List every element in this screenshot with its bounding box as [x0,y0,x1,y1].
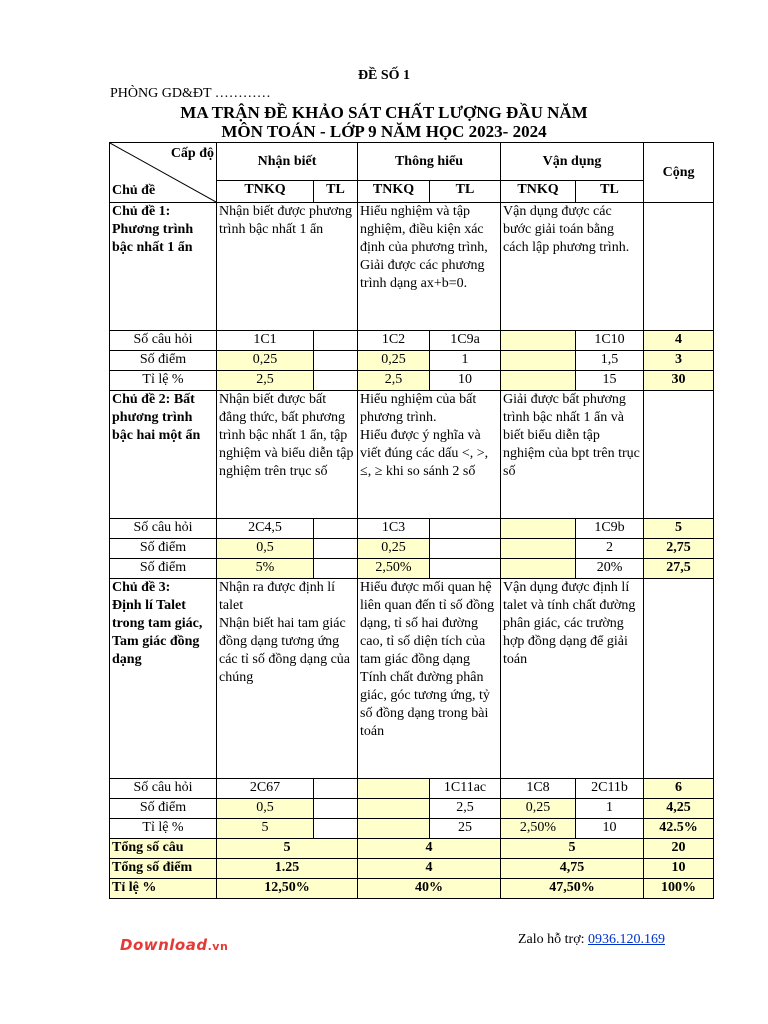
cell [430,519,501,539]
cell: 2,5 [358,371,430,391]
level-axis-label: Cấp độ [170,146,214,161]
topic-total [644,391,714,519]
sub-header: TNKQ [501,181,576,203]
exam-number: ĐỀ SỐ 1 [357,68,411,83]
cell [501,351,576,371]
cell: 1C10 [576,331,644,351]
topic-total [644,203,714,331]
cell [314,331,358,351]
row-total: 2,75 [644,539,714,559]
topic-van-dung: Giải được bất phương trình bậc nhất 1 ẩn và biết biểu diễn tập nghiệm của bpt trên trục số [501,391,644,519]
cell: 1C3 [358,519,430,539]
totals-cell: 40% [358,879,501,899]
cell [314,519,358,539]
cell [501,331,576,351]
totals-cell: 1.25 [217,859,358,879]
cell: 5 [217,819,314,839]
table-row [110,331,714,351]
totals-cell: 4,75 [501,859,644,879]
row-total: 5 [644,519,714,539]
table-row [110,371,714,391]
totals-cell: 5 [501,839,644,859]
totals-label: Tỉ lệ % [110,879,217,899]
cell: 2,5 [430,799,501,819]
sub-header: TL [430,181,501,203]
cell [314,779,358,799]
totals-cell: 12,50% [217,879,358,899]
cell: 0,25 [501,799,576,819]
row-label: Số điểm [110,559,217,579]
row-total: 6 [644,779,714,799]
topic-row [110,391,714,519]
cell: 2C67 [217,779,314,799]
zalo-phone-link[interactable]: 0936.120.169 [588,932,665,947]
cell: 0,25 [217,351,314,371]
logo-suffix: .vn [207,940,229,953]
table-row [110,779,714,799]
topic-thong-hieu: Hiểu được mối quan hệ liên quan đến tỉ số đồng dạng, tỉ số hai đường cao, tỉ số diện tích của tam giác đồng dạng Tính chất đường phân giác, góc tương ứng, tỷ số đồng dạng trong bài toán [358,579,501,779]
cell: 1,5 [576,351,644,371]
grand-total: 10 [644,859,714,879]
page-title: MA TRẬN ĐỀ KHẢO SÁT CHẤT LƯỢNG ĐẦU NĂM [180,103,588,122]
cell: 2,50% [358,559,430,579]
totals-cell: 5 [217,839,358,859]
sub-header: TNKQ [217,181,314,203]
totals-row [110,879,714,899]
row-total: 3 [644,351,714,371]
row-label: Tỉ lệ % [110,819,217,839]
cell [501,519,576,539]
header-cong: Cộng [644,143,714,203]
assessment-matrix-table [109,142,714,899]
cell: 20% [576,559,644,579]
cell: 1 [576,799,644,819]
sub-header: TL [576,181,644,203]
table-row [110,519,714,539]
header-thong-hieu: Thông hiểu [358,143,501,181]
cell [501,539,576,559]
topic-nhan-biet: Nhận biết được phương trình bậc nhất 1 ẩn [217,203,358,331]
topic-nhan-biet: Nhận biết được bất đẳng thức, bất phương trình bậc nhất 1 ẩn, tập nghiệm và biểu diễn tập nghiệm trên trục số [217,391,358,519]
cell: 5% [217,559,314,579]
cell: 15 [576,371,644,391]
topic-thong-hieu: Hiểu nghiệm của bất phương trình. Hiểu được ý nghĩa và viết đúng các dấu <, >, ≤, ≥ khi so sánh 2 số [358,391,501,519]
table-row [110,351,714,371]
topic-nhan-biet: Nhận ra được định lí talet Nhận biết hai tam giác đồng dạng tương ứng các tỉ số đồng dạng của chúng [217,579,358,779]
grand-total: 20 [644,839,714,859]
table-row [110,539,714,559]
totals-row [110,859,714,879]
row-label: Số điểm [110,351,217,371]
topic-row [110,579,714,779]
totals-cell: 4 [358,839,501,859]
header-van-dung: Vận dụng [501,143,644,181]
cell: 10 [576,819,644,839]
topic-name: Chủ đề 2: Bất phương trình bậc hai một ẩn [110,391,217,519]
zalo-support [518,932,665,948]
logo-text: Download [120,936,208,954]
corner-header [110,143,217,203]
totals-label: Tổng số câu [110,839,217,859]
cell: 1C9a [430,331,501,351]
cell: 2 [576,539,644,559]
topic-total [644,579,714,779]
cell: 25 [430,819,501,839]
topic-axis-label: Chủ đề [112,183,156,198]
row-label: Số câu hỏi [110,779,217,799]
cell: 2C11b [576,779,644,799]
row-label: Số câu hỏi [110,331,217,351]
totals-cell: 47,50% [501,879,644,899]
header-nhan-biet: Nhận biết [217,143,358,181]
topic-row [110,203,714,331]
cell: 10 [430,371,501,391]
page-subtitle: MÔN TOÁN - LỚP 9 NĂM HỌC 2023- 2024 [221,122,547,141]
table-row [110,799,714,819]
cell: 1C9b [576,519,644,539]
cell [358,819,430,839]
row-label: Số điểm [110,539,217,559]
cell: 1C2 [358,331,430,351]
row-label: Số câu hỏi [110,519,217,539]
cell: 0,25 [358,539,430,559]
totals-label: Tổng số điểm [110,859,217,879]
sub-header: TNKQ [358,181,430,203]
row-total: 4,25 [644,799,714,819]
row-label: Tỉ lệ % [110,371,217,391]
cell: 1C8 [501,779,576,799]
table-row [110,819,714,839]
topic-thong-hieu: Hiểu nghiệm và tập nghiệm, điều kiện xác định của phương trình, Giải được các phương trình dạng ax+b=0. [358,203,501,331]
cell [358,779,430,799]
cell [430,539,501,559]
cell: 2,5 [217,371,314,391]
cell [314,559,358,579]
cell: 0,5 [217,539,314,559]
cell: 1C1 [217,331,314,351]
cell [430,559,501,579]
cell: 0,25 [358,351,430,371]
topic-name: Chủ đề 3: Định lí Talet trong tam giác, Tam giác đồng dạng [110,579,217,779]
cell [314,799,358,819]
sub-header: TL [314,181,358,203]
row-total: 4 [644,331,714,351]
table-row [110,559,714,579]
download-vn-logo[interactable] [120,936,228,954]
department-line: PHÒNG GD&ĐT ………… [110,86,271,101]
cell [314,371,358,391]
topic-name: Chủ đề 1: Phương trình bậc nhất 1 ẩn [110,203,217,331]
topic-van-dung: Vận dụng được các bước giải toán bằng cách lập phương trình. [501,203,644,331]
row-total: 30 [644,371,714,391]
cell [314,819,358,839]
cell [314,539,358,559]
topic-van-dung: Vận dụng được định lí talet và tính chất đường phân giác, các trường hợp đồng dạng để giải toán [501,579,644,779]
zalo-label: Zalo hỗ trợ: [518,932,588,947]
cell [501,371,576,391]
cell: 2C4,5 [217,519,314,539]
cell [358,799,430,819]
cell: 1 [430,351,501,371]
cell: 2,50% [501,819,576,839]
row-total: 27,5 [644,559,714,579]
cell: 1C11ac [430,779,501,799]
cell [501,559,576,579]
row-total: 42.5% [644,819,714,839]
cell: 0,5 [217,799,314,819]
totals-row [110,839,714,859]
cell [314,351,358,371]
row-label: Số điểm [110,799,217,819]
grand-total: 100% [644,879,714,899]
totals-cell: 4 [358,859,501,879]
